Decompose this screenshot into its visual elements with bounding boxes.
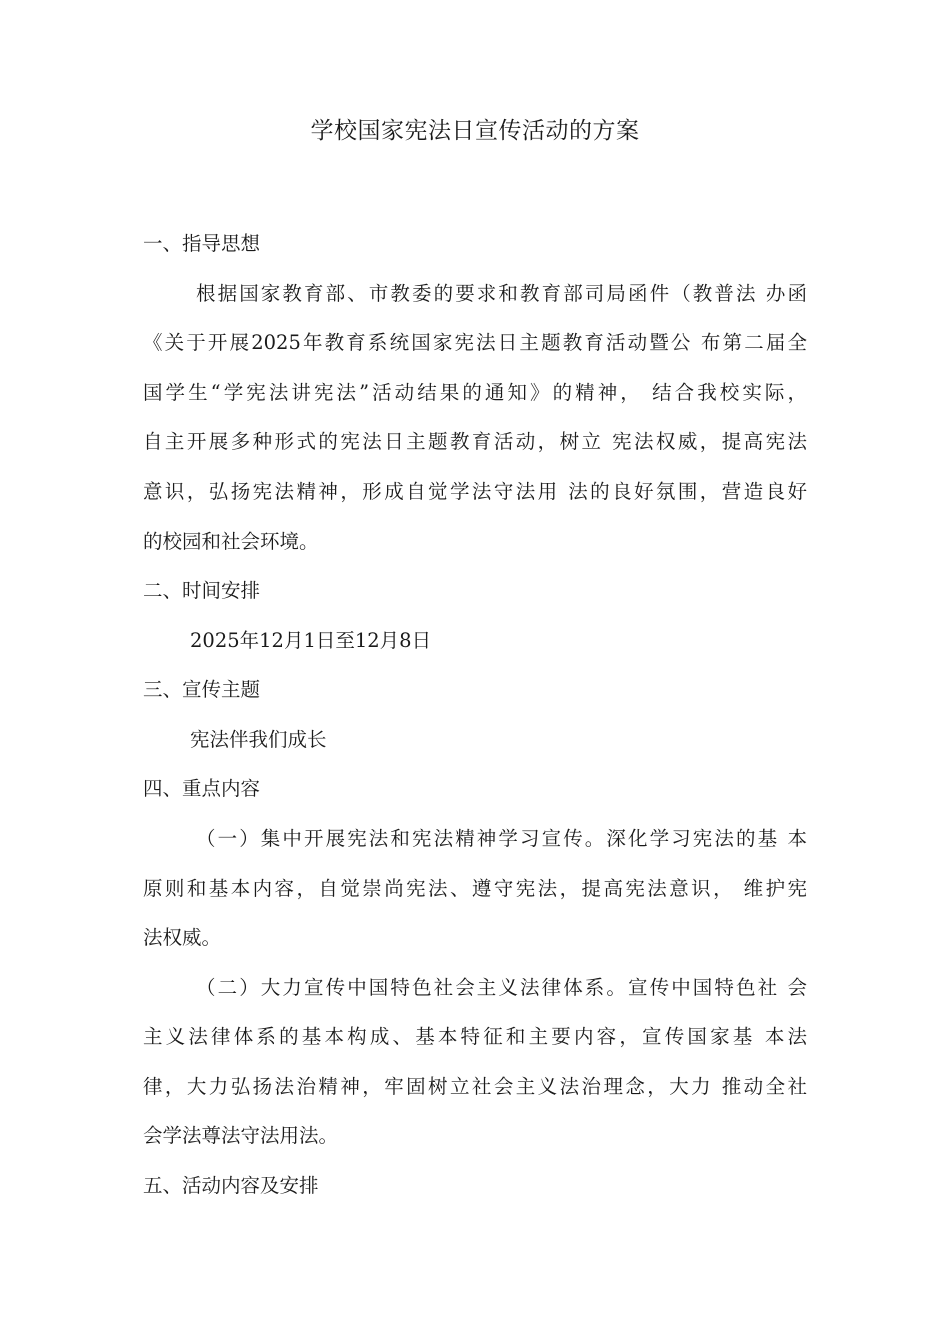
section-heading-activities: 五、活动内容及安排 bbox=[143, 1174, 319, 1197]
paragraph-line: 主义法律体系的基本构成、基本特征和主要内容，宣传国家基 本法 bbox=[143, 1025, 807, 1048]
paragraph-line: 的校园和社会环境。 bbox=[143, 530, 319, 553]
paragraph-line: 《关于开展2025年教育系统国家宪法日主题教育活动暨公 布第二届全 bbox=[143, 331, 807, 354]
paragraph-line: 国学生“学宪法讲宪法”活动结果的通知》的精神， 结合我校实际， bbox=[143, 381, 807, 404]
section-heading-guiding-ideology: 一、指导思想 bbox=[143, 232, 261, 255]
paragraph-line: 自主开展多种形式的宪法日主题教育活动，树立 宪法权威，提高宪法 bbox=[143, 430, 807, 453]
paragraph-line: （二）大力宣传中国特色社会主义法律体系。宣传中国特色社 会 bbox=[196, 976, 807, 999]
document-title: 学校国家宪法日宣传活动的方案 bbox=[310, 118, 640, 144]
section-heading-schedule: 二、时间安排 bbox=[143, 579, 261, 602]
section-heading-theme: 三、宣传主题 bbox=[143, 678, 261, 701]
paragraph-line: 会学法尊法守法用法。 bbox=[143, 1124, 339, 1147]
schedule-dates: 2025年12月1日至12月8日 bbox=[190, 629, 432, 652]
paragraph-line: （一）集中开展宪法和宪法精神学习宣传。深化学习宪法的基 本 bbox=[196, 827, 807, 850]
section-heading-key-content: 四、重点内容 bbox=[143, 777, 261, 800]
paragraph-line: 律，大力弘扬法治精神，牢固树立社会主义法治理念，大力 推动全社 bbox=[143, 1075, 807, 1098]
paragraph-line: 原则和基本内容，自觉崇尚宪法、遵守宪法，提高宪法意识， 维护宪 bbox=[143, 877, 807, 900]
paragraph-line: 法权威。 bbox=[143, 926, 222, 949]
paragraph-line: 意识，弘扬宪法精神，形成自觉学法守法用 法的良好氛围，营造良好 bbox=[143, 480, 807, 503]
paragraph-line: 根据国家教育部、市教委的要求和教育部司局函件（教普法 办函 bbox=[196, 282, 807, 305]
theme-text: 宪法伴我们成长 bbox=[190, 728, 327, 751]
